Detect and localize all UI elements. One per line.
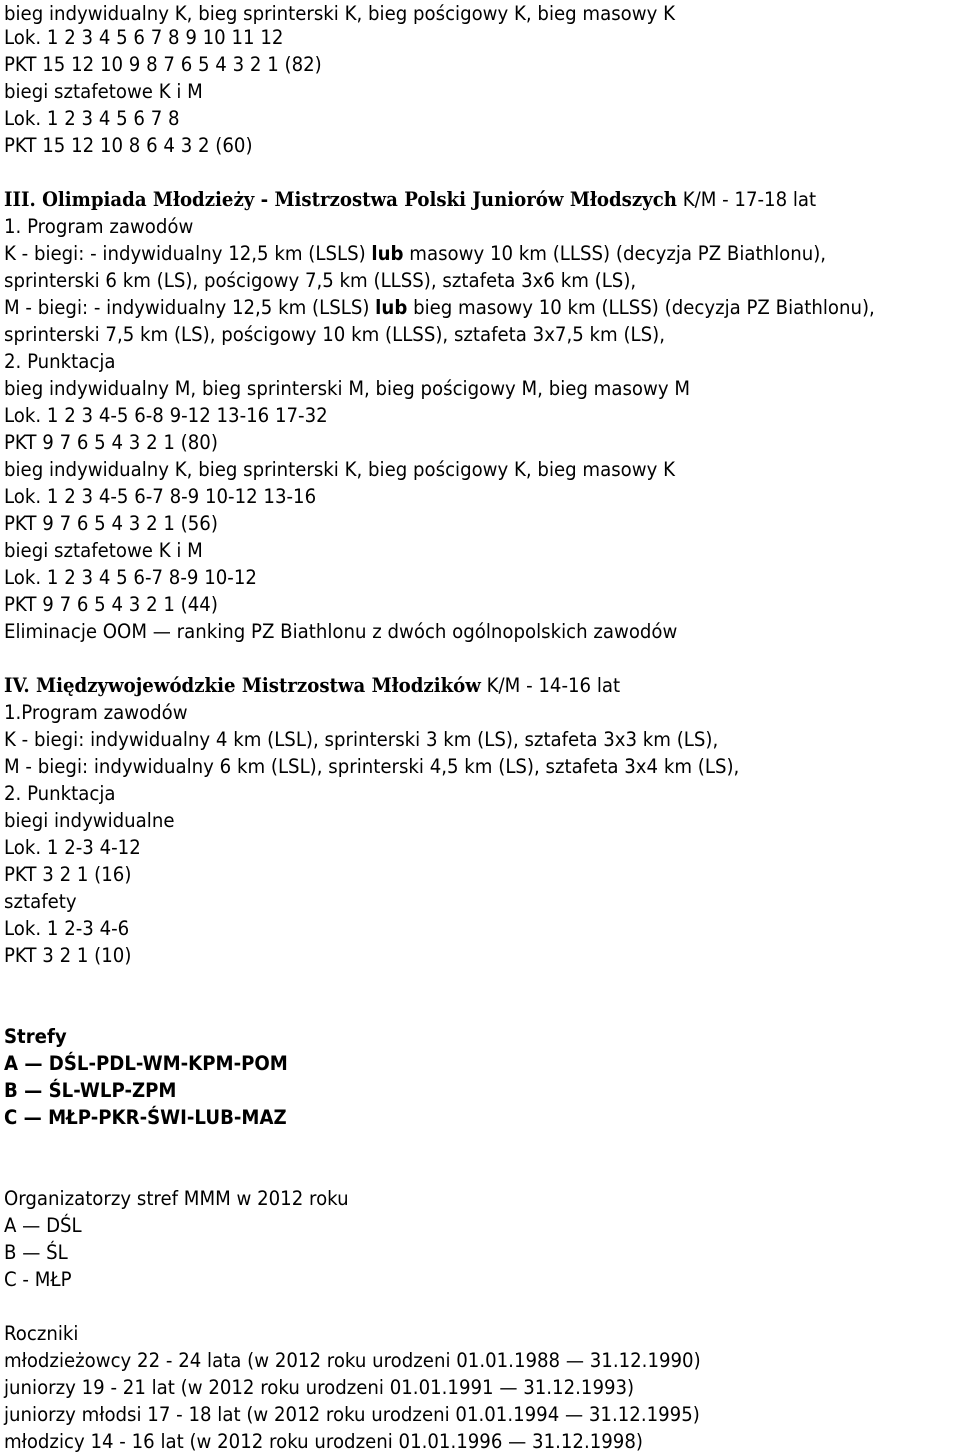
section-iii-men-points: PKT 9 7 6 5 4 3 2 1 (80) xyxy=(4,431,218,454)
section-iii-women-events: bieg indywidualny K, bieg sprinterski K, bieg pościgowy K, bieg masowy K xyxy=(4,458,675,481)
birth-years-cadets: młodzicy 14 - 16 lat (w 2012 roku urodzeni 01.01.1996 — 31.12.1998) xyxy=(4,1430,643,1453)
section-iv-individual-places: Lok. 1 2-3 4-12 xyxy=(4,836,141,859)
section-iv-scoring-title: 2. Punktacja xyxy=(4,782,116,805)
section-iii-heading xyxy=(4,186,816,213)
section-iv-individual-label: biegi indywidualne xyxy=(4,809,175,832)
section-iii-men-program-2: sprinterski 7,5 km (LS), pościgowy 10 km (LLSS), sztafeta 3x7,5 km (LS), xyxy=(4,323,666,346)
section-iii-relay-events: biegi sztafetowe K i M xyxy=(4,539,203,562)
section-iv-title: IV. Międzywojewódzkie Mistrzostwa Młodzików xyxy=(4,674,481,697)
section-ii-women-events: bieg indywidualny K, bieg sprinterski K, bieg pościgowy K, bieg masowy K xyxy=(4,2,675,25)
section-iii-scoring-title: 2. Punktacja xyxy=(4,350,116,373)
zones-title: Strefy xyxy=(4,1025,67,1048)
organizer-c: C - MŁP xyxy=(4,1268,72,1291)
section-iv-heading xyxy=(4,672,620,699)
section-iv-age: K/M - 14-16 lat xyxy=(480,674,621,697)
or-keyword: lub xyxy=(371,242,404,265)
birth-years-u23: młodzieżowcy 22 - 24 lata (w 2012 roku urodzeni 01.01.1988 — 31.12.1990) xyxy=(4,1349,701,1372)
section-iii-program-title: 1. Program zawodów xyxy=(4,215,194,238)
section-iii-title: III. Olimpiada Młodzieży - Mistrzostwa Polski Juniorów Młodszych xyxy=(4,188,677,211)
section-ii-relay-points: PKT 15 12 10 8 6 4 3 2 (60) xyxy=(4,134,253,157)
organizer-a: A — DŚL xyxy=(4,1214,82,1237)
section-iii-men-events: bieg indywidualny M, bieg sprinterski M, bieg pościgowy M, bieg masowy M xyxy=(4,377,690,400)
zone-a: A — DŚL-PDL-WM-KPM-POM xyxy=(4,1052,288,1075)
section-iv-individual-points: PKT 3 2 1 (16) xyxy=(4,863,132,886)
section-ii-relay-events: biegi sztafetowe K i M xyxy=(4,80,203,103)
section-iii-women-points: PKT 9 7 6 5 4 3 2 1 (56) xyxy=(4,512,218,535)
section-ii-women-places: Lok. 1 2 3 4 5 6 7 8 9 10 11 12 xyxy=(4,26,284,49)
section-iv-program-title: 1.Program zawodów xyxy=(4,701,188,724)
section-iii-age: K/M - 17-18 lat xyxy=(676,188,817,211)
organizer-b: B — ŚL xyxy=(4,1241,68,1264)
section-iv-relay-label: sztafety xyxy=(4,890,77,913)
birth-years-youth-juniors: juniorzy młodsi 17 - 18 lat (w 2012 roku urodzeni 01.01.1994 — 31.12.1995) xyxy=(4,1403,700,1426)
section-iii-men-program-1: M - biegi: - indywidualny 12,5 km (LSLS) lub bieg masowy 10 km (LLSS) (decyzja PZ Biathlonu), xyxy=(4,296,875,319)
section-iii-eliminations: Eliminacje OOM — ranking PZ Biathlonu z dwóch ogólnopolskich zawodów xyxy=(4,620,678,643)
or-keyword: lub xyxy=(375,296,408,319)
section-iv-relay-points: PKT 3 2 1 (10) xyxy=(4,944,132,967)
section-iii-relay-points: PKT 9 7 6 5 4 3 2 1 (44) xyxy=(4,593,218,616)
zone-b: B — ŚL-WLP-ZPM xyxy=(4,1079,177,1102)
birth-years-title: Roczniki xyxy=(4,1322,79,1345)
section-iv-men-program: M - biegi: indywidualny 6 km (LSL), sprinterski 4,5 km (LS), sztafeta 3x4 km (LS), xyxy=(4,755,740,778)
section-iii-men-places: Lok. 1 2 3 4-5 6-8 9-12 13-16 17-32 xyxy=(4,404,328,427)
birth-years-juniors: juniorzy 19 - 21 lat (w 2012 roku urodzeni 01.01.1991 — 31.12.1993) xyxy=(4,1376,635,1399)
zone-c: C — MŁP-PKR-ŚWI-LUB-MAZ xyxy=(4,1106,287,1129)
section-iii-relay-places: Lok. 1 2 3 4 5 6-7 8-9 10-12 xyxy=(4,566,257,589)
section-ii-women-points: PKT 15 12 10 9 8 7 6 5 4 3 2 1 (82) xyxy=(4,53,322,76)
section-iv-women-program: K - biegi: indywidualny 4 km (LSL), sprinterski 3 km (LS), sztafeta 3x3 km (LS), xyxy=(4,728,719,751)
section-iii-women-program-2: sprinterski 6 km (LS), pościgowy 7,5 km (LLSS), sztafeta 3x6 km (LS), xyxy=(4,269,637,292)
section-iii-women-program-1: K - biegi: - indywidualny 12,5 km (LSLS) lub masowy 10 km (LLSS) (decyzja PZ Biathlonu), xyxy=(4,242,827,265)
organizers-title: Organizatorzy stref MMM w 2012 roku xyxy=(4,1187,349,1210)
section-iv-relay-places: Lok. 1 2-3 4-6 xyxy=(4,917,130,940)
section-ii-relay-places: Lok. 1 2 3 4 5 6 7 8 xyxy=(4,107,180,130)
section-iii-women-places: Lok. 1 2 3 4-5 6-7 8-9 10-12 13-16 xyxy=(4,485,317,508)
